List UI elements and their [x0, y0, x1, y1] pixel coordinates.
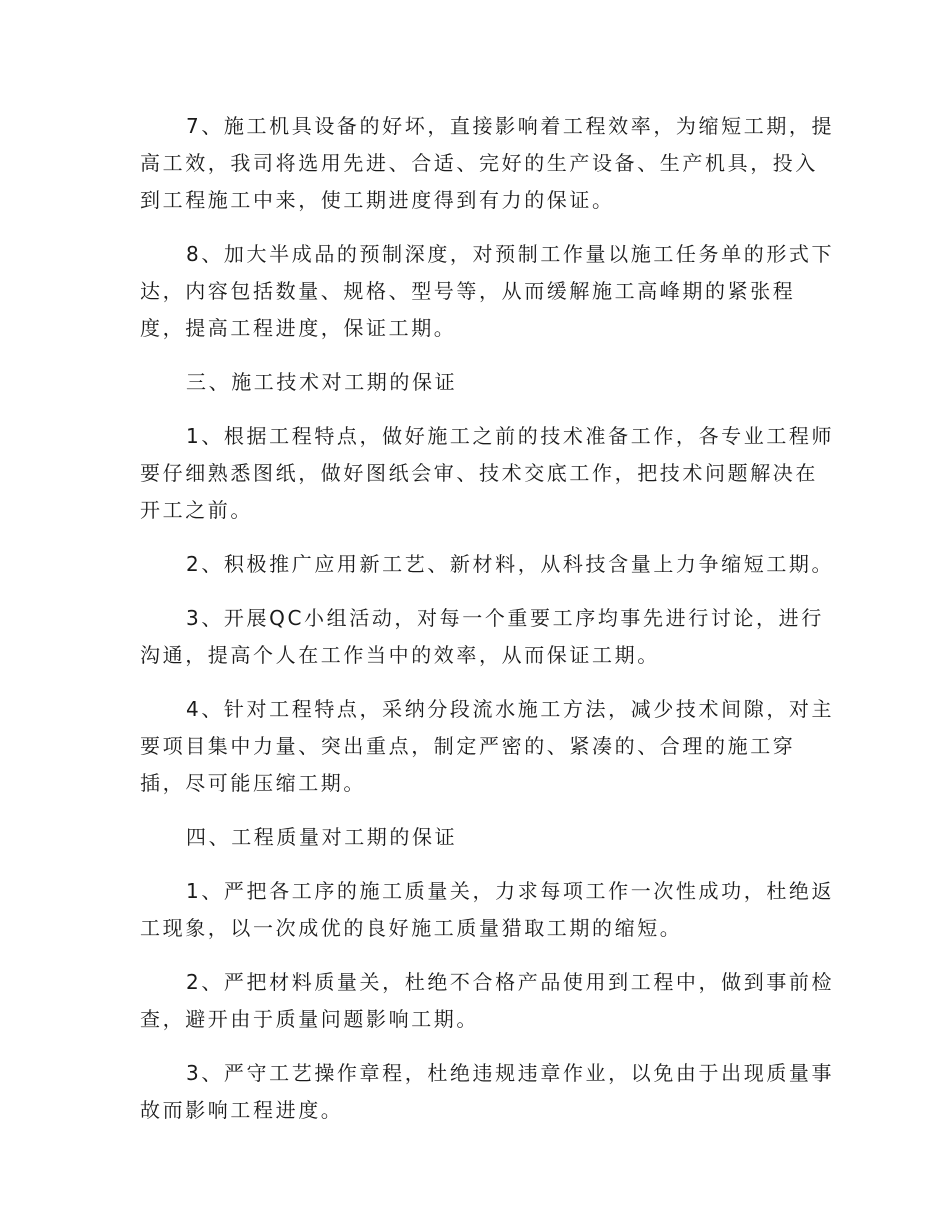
paragraph-tech-item-4 [140, 691, 835, 802]
paragraph-item-7-equipment [140, 108, 835, 219]
text-line: 到工程施工中来，使工期进度得到有力的保证。 [140, 188, 615, 212]
paragraph-item-8-prefabrication [140, 236, 835, 347]
paragraph-tech-item-1 [140, 418, 835, 529]
text-line: 查，避开由于质量问题影响工期。 [140, 1007, 479, 1031]
text-line: 3、严守工艺操作章程，杜绝违规违章作业，以免由于出现质量事 [186, 1061, 835, 1085]
text-line: 7、施工机具设备的好坏，直接影响着工程效率，为缩短工期，提 [186, 114, 835, 138]
text-line: 2、积极推广应用新工艺、新材料，从科技含量上力争缩短工期。 [186, 552, 835, 576]
text-line: 要仔细熟悉图纸，做好图纸会审、技术交底工作，把技术问题解决在 [140, 461, 818, 485]
paragraph-quality-item-2 [140, 964, 835, 1038]
section-heading-text: 三、施工技术对工期的保证 [186, 370, 458, 394]
text-line: 工现象，以一次成优的良好施工质量猎取工期的缩短。 [140, 916, 683, 940]
text-line: 3、开展QC小组活动，对每一个重要工序均事先进行讨论，进行 [186, 606, 824, 630]
section-heading-quality [140, 819, 810, 856]
text-line: 1、严把各工序的施工质量关，力求每项工作一次性成功，杜绝返 [186, 879, 835, 903]
text-line: 达，内容包括数量、规格、型号等，从而缓解施工高峰期的紧张程 [140, 279, 796, 303]
text-line: 开工之前。 [140, 498, 253, 522]
text-line: 2、严把材料质量关，杜绝不合格产品使用到工程中，做到事前检 [186, 970, 835, 994]
text-line: 8、加大半成品的预制深度，对预制工作量以施工任务单的形式下 [186, 242, 835, 266]
paragraph-tech-item-2 [140, 546, 835, 583]
section-heading-text: 四、工程质量对工期的保证 [186, 825, 458, 849]
text-line: 要项目集中力量、突出重点，制定严密的、紧凑的、合理的施工穿 [140, 734, 796, 758]
section-heading-construction-technology [140, 364, 810, 401]
text-line: 4、针对工程特点，采纳分段流水施工方法，减少技术间隙，对主 [186, 697, 835, 721]
text-line: 沟通，提高个人在工作当中的效率，从而保证工期。 [140, 643, 660, 667]
document-body [140, 108, 835, 1146]
paragraph-quality-item-3 [140, 1055, 835, 1129]
paragraph-tech-item-3 [140, 600, 824, 674]
text-line: 高工效，我司将选用先进、合适、完好的生产设备、生产机具，投入 [140, 151, 818, 175]
text-line: 故而影响工程进度。 [140, 1098, 344, 1122]
text-line: 度，提高工程进度，保证工期。 [140, 316, 457, 340]
text-line: 1、根据工程特点，做好施工之前的技术准备工作，各专业工程师 [186, 424, 835, 448]
text-line: 插，尽可能压缩工期。 [140, 771, 366, 795]
paragraph-quality-item-1 [140, 873, 835, 947]
